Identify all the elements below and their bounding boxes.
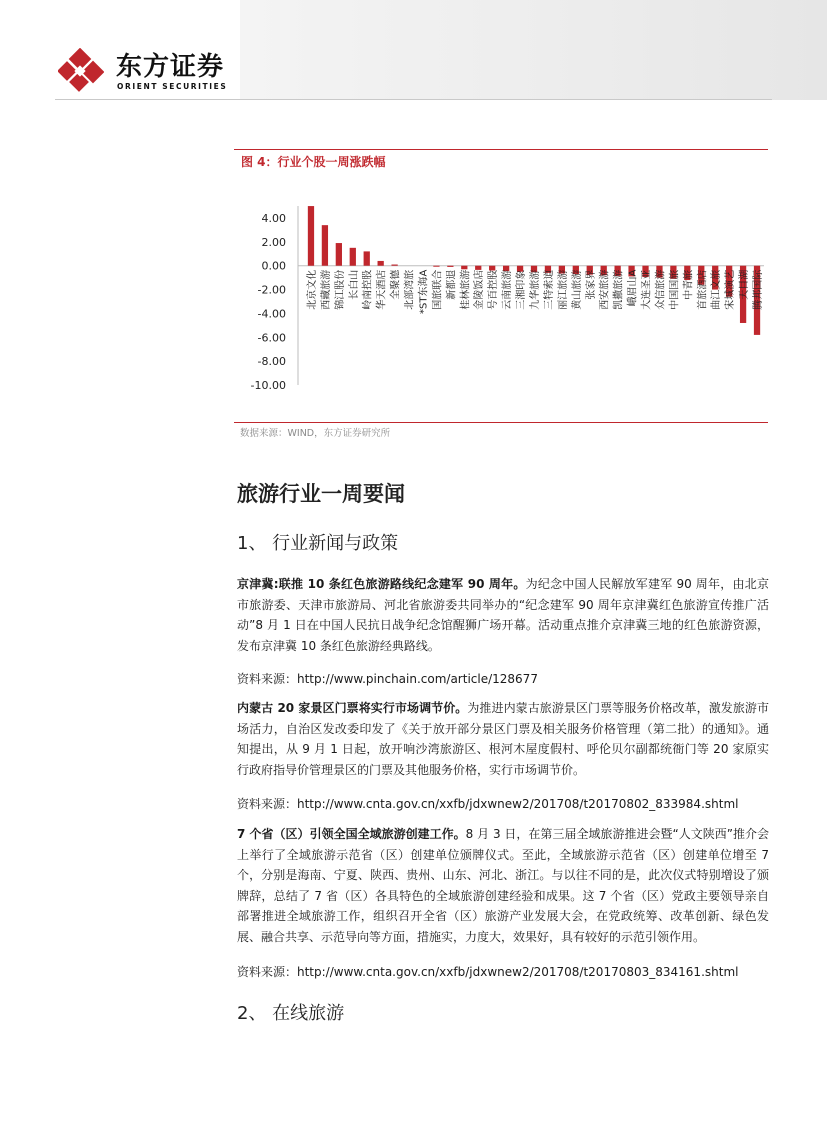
x-tick-label: 众信旅游: [655, 269, 667, 310]
x-tick-label: 三特索道: [543, 269, 555, 310]
x-tick-label: 黄山旅游: [571, 269, 583, 310]
x-tick-label: 丽江旅游: [557, 269, 569, 310]
x-tick-label: *ST东海A: [418, 269, 430, 315]
x-tick-label: 云南旅游: [502, 269, 514, 310]
x-tick-label: 岭南控股: [362, 269, 374, 310]
x-tick-label: 九华旅游: [530, 269, 541, 310]
x-tick-label: 中国国旅: [669, 269, 681, 310]
x-tick-label: 号百控股: [488, 269, 500, 310]
x-tick-label: 北部湾旅: [404, 269, 416, 310]
y-tick-label: -8.00: [257, 355, 286, 369]
y-tick-label: 2.00: [261, 235, 286, 249]
bar: [308, 206, 314, 266]
bar: [461, 266, 467, 270]
bar: [336, 243, 342, 266]
logo-text-cn: 东方证券: [116, 52, 225, 82]
news-item-2: [237, 698, 769, 780]
x-tick-label: 华天酒店: [376, 269, 388, 310]
x-tick-label: 宋城演艺: [725, 269, 737, 310]
section-title: 旅游行业一周要闻: [237, 482, 405, 506]
y-tick-label: -4.00: [257, 307, 286, 321]
figure-top-rule: [234, 149, 768, 150]
x-tick-label: 大连圣亚: [641, 269, 653, 310]
figure-title: 图 4：行业个股一周涨跌幅: [241, 155, 386, 169]
x-tick-label: 首旅酒店: [697, 269, 709, 310]
x-tick-label: 张家界: [585, 269, 597, 300]
x-tick-label: 新都退: [446, 269, 458, 300]
x-tick-label: 长白山: [348, 269, 360, 300]
news-item-2-body: 为推进内蒙古旅游景区门票等服务价格改革，激发旅游市场活力，自治区发改委印发了《关于放开部分景区门票及相关服务价格管理（第二批）的通知》。通知提出，从 9 月 1 日起，放开响沙湾旅游区、根河木屋度假村、呼伦贝尔副都统衙门等 20 家原实行政府指导价管理景区的门票及其他服务价格，实行市场调节价。: [237, 701, 769, 777]
bar: [475, 266, 481, 270]
news-item-1: [237, 574, 769, 656]
x-tick-label: 三湘印象: [516, 269, 528, 310]
news-item-1-lead: 京津冀:联推 10 条红色旅游路线纪念建军 90 周年。: [237, 577, 526, 591]
company-logo: [58, 48, 238, 94]
y-tick-label: -6.00: [257, 331, 286, 345]
bar: [378, 261, 384, 266]
x-tick-label: 西安旅游: [599, 269, 611, 310]
news-item-3: [237, 824, 769, 947]
x-tick-label: 西藏旅游: [320, 269, 332, 310]
y-tick-label: 0.00: [261, 259, 286, 273]
x-tick-label: 峨眉山A: [627, 269, 639, 307]
bar: [447, 266, 453, 267]
orient-logo-icon: [58, 48, 104, 94]
x-tick-label: 天目湖: [739, 269, 751, 300]
bar: [391, 265, 397, 266]
logo-text-en: ORIENT SECURITIES: [117, 82, 228, 91]
x-tick-label: 腾邦国际: [753, 269, 765, 310]
news-item-2-lead: 内蒙古 20 家景区门票将实行市场调节价。: [237, 701, 468, 715]
x-tick-label: 国旅联合: [432, 269, 444, 310]
figure-bottom-rule: [234, 422, 768, 423]
x-tick-label: 桂林旅游: [460, 269, 472, 310]
figure-source: 数据来源：WIND，东方证券研究所: [240, 428, 391, 439]
stock-change-chart: [234, 196, 768, 421]
news-item-1-source: 资料来源：http://www.pinchain.com/article/128677: [237, 672, 538, 686]
y-tick-label: -2.00: [257, 283, 286, 297]
news-item-3-body: 8 月 3 日，在第三届全域旅游推进会暨“人文陕西”推介会上举行了全域旅游示范省（区）创建单位颁牌仪式。至此，全域旅游示范省（区）创建单位增至 7 个，分别是海南、宁夏、陕西、贵州、山东、河北、浙江。与以往不同的是，此次仪式特别增设了颁牌辞，总结了 7 省（区）各具特色的全域旅游创建经验和成果。这 7 个省（区）党政主要领导亲自部署推进全域旅游工作，组织召开全省（区）旅游产业发展大会，在党政统筹、改革创新、绿色发展、融合共享、示范导向等方面，措施实，力度大，效果好，具有较好的示范引领作用。: [237, 827, 770, 944]
x-tick-label: 金陵饭店: [474, 269, 486, 310]
x-tick-label: 北京文化: [306, 269, 318, 310]
y-tick-label: 4.00: [261, 212, 286, 225]
x-tick-label: 锦江股份: [334, 269, 346, 310]
subsection-title-online: 2、 在线旅游: [237, 1003, 345, 1024]
x-tick-label: 曲江文旅: [711, 269, 723, 310]
bar: [433, 266, 439, 267]
x-tick-label: 中青旅: [683, 269, 695, 300]
bar: [364, 251, 370, 265]
news-item-3-source: 资料来源：http://www.cnta.gov.cn/xxfb/jdxwnew2/201708/t20170803_834161.shtml: [237, 965, 739, 979]
y-tick-label: -10.00: [250, 379, 286, 392]
bar: [350, 248, 356, 266]
x-tick-label: 凯撒旅游: [613, 269, 625, 310]
bar-chart: [234, 196, 768, 421]
news-item-2-source: 资料来源：http://www.cnta.gov.cn/xxfb/jdxwnew2/201708/t20170802_833984.shtml: [237, 797, 739, 811]
news-item-1-body: 为纪念中国人民解放军建军 90 周年，由北京市旅游委、天津市旅游局、河北省旅游委共同举办的“纪念建军 90 周年京津冀红色旅游宣传推广活动”8 月 1 日在中国人民抗日战争纪念馆醒狮广场开幕。活动重点推介京津冀三地的红色旅游资源，发布京津冀 10 条红色旅游经典路线。: [237, 577, 769, 653]
news-item-3-lead: 7 个省（区）引领全国全域旅游创建工作。: [237, 827, 466, 841]
bar: [322, 225, 328, 266]
subsection-title-news: 1、 行业新闻与政策: [237, 533, 399, 554]
header-banner: [240, 0, 827, 100]
x-tick-label: 全聚德: [390, 269, 402, 300]
header-divider: [55, 99, 772, 100]
